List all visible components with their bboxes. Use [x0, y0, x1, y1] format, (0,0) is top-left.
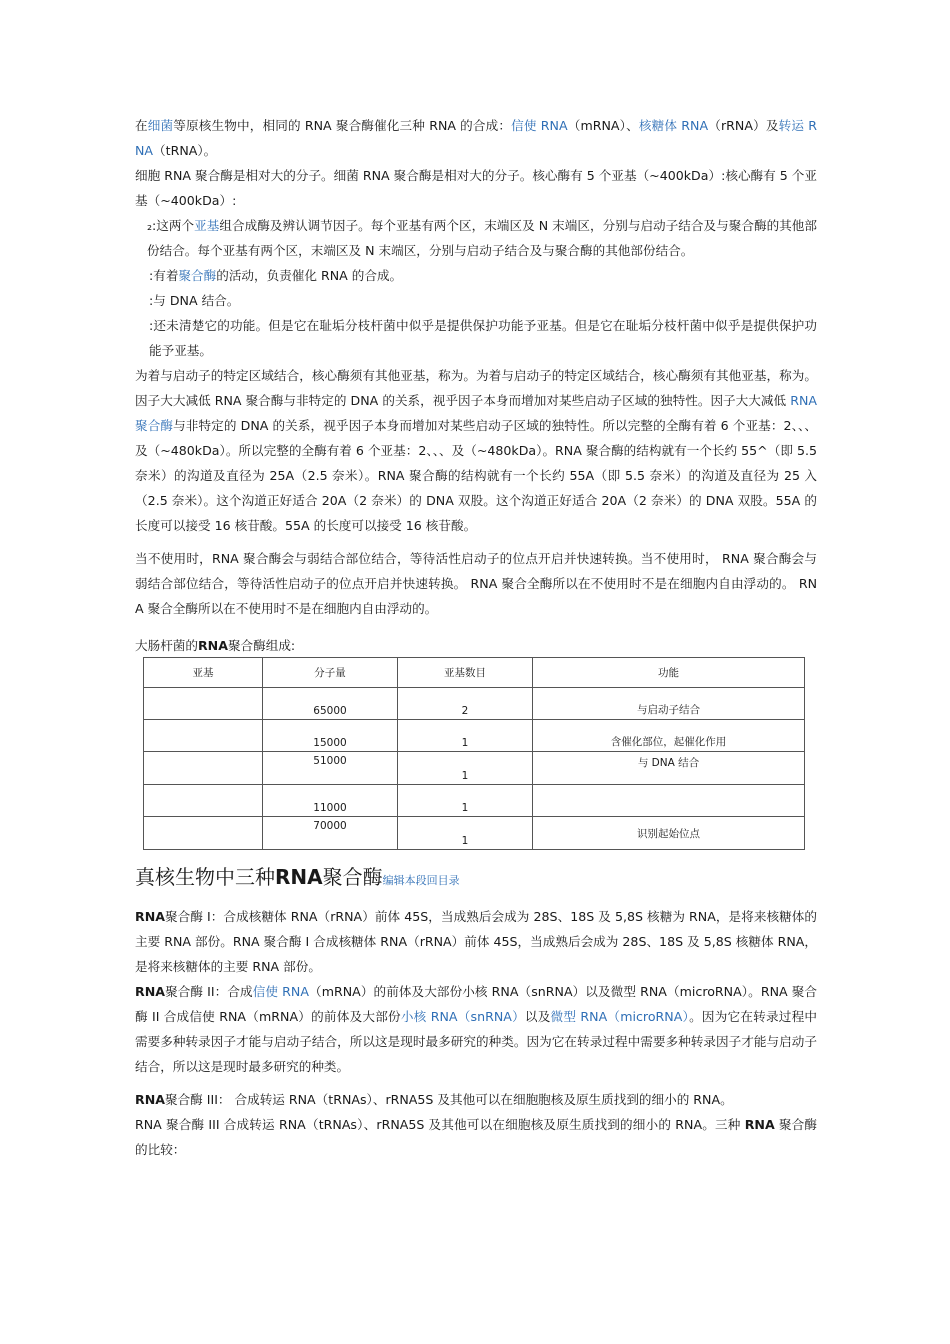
- link-polymerase[interactable]: 聚合酶: [178, 268, 217, 283]
- text: 聚合酶 III： 合成转运 RNA（tRNAs）、rRNA5S 及其他可以在细胞胞核及原生质找到的细小的 RNA。: [164, 1092, 733, 1107]
- text: 聚合酶 I：合成核糖体 RNA（rRNA）前体 45S，当成熟后会成为 28S、18S 及 5,8S 核糖为 RNA，是将来核糖体的主要 RNA 部份。RNA 聚合酶 I 合成核糖体 RNA（rRNA）前体 45S，当成熟后会成为 28S、18S 及 5,8S 核糖体 RNA，是将来核糖体的主要 RNA 部份。: [135, 909, 817, 974]
- text: RNA: [135, 984, 165, 999]
- text: 聚合酶: [322, 865, 383, 889]
- table-cell: 1: [398, 752, 533, 785]
- link-subunit[interactable]: 亚基: [194, 218, 220, 233]
- text: （mRNA）、: [567, 118, 639, 133]
- paragraph-prokaryote: [135, 113, 817, 163]
- text: 为着与启动子的特定区域结合，核心酶须有其他亚基，称为。为着与启动子的特定区域结合，核心酶须有其他亚基，称为。因子大大减低 RNA 聚合酶与非特定的 DNA 的关系，视乎因子本身而增加对某些启动子区域的独特性。因子大大减低: [135, 368, 817, 408]
- table-cell: [144, 688, 263, 720]
- paragraph-pol3: [135, 1087, 817, 1112]
- table-cell: 15000: [263, 720, 398, 752]
- table-cell: [144, 720, 263, 752]
- table-cell: 与 DNA 结合: [533, 752, 805, 785]
- paragraph-pol2: [135, 979, 817, 1079]
- table-row: [144, 785, 805, 817]
- text: （mRNA）的前体及大部份小核 RNA（snRNA）以及微型 RNA（microRNA）。RNA 聚合酶 II 合成信使 RNA（mRNA）的前体及大部份: [135, 984, 817, 1024]
- table-cell: 51000: [263, 752, 398, 785]
- table-cell: [144, 785, 263, 817]
- table-header: 亚基: [144, 658, 263, 688]
- table-cell: 1: [398, 817, 533, 850]
- table-row: [144, 720, 805, 752]
- table-cell: 含催化部位，起催化作用: [533, 720, 805, 752]
- table-cell: [144, 817, 263, 850]
- link-mrna[interactable]: 信使 RNA: [252, 984, 309, 999]
- paragraph-pol3-repeat: [135, 1112, 817, 1162]
- text: 在: [135, 118, 148, 133]
- paragraph-idle: 当不使用时，RNA 聚合酶会与弱结合部位结合，等待活性启动子的位点开启并快速转换。当不使用时， RNA 聚合酶会与弱结合部位结合，等待活性启动子的位点开启并快速转换。 RNA 聚合全酶所以在不使用时不是在细胞内自由浮动的。 RNA 聚合全酶所以在不使用时不是在细胞内自由浮动的。: [135, 551, 817, 616]
- text: 以及: [524, 1009, 551, 1024]
- link-snrna[interactable]: 小核 RNA（snRNA）: [400, 1009, 525, 1024]
- table-header: 亚基数目: [398, 658, 533, 688]
- table-cell: 1: [398, 720, 533, 752]
- text: 真核生物中三种: [135, 865, 275, 889]
- link-rna-polymerase[interactable]: RNA 聚合酶: [135, 393, 817, 433]
- table-cell: 识别起始位点: [533, 817, 805, 850]
- table-cell: 70000: [263, 817, 398, 850]
- link-microrna[interactable]: 微型 RNA（microRNA）: [550, 1009, 690, 1024]
- text: 等原核生物中，相同的 RNA 聚合酶催化三种 RNA 的合成：: [173, 118, 512, 133]
- table-cell: 与启动子结合: [533, 688, 805, 720]
- link-rrna[interactable]: 核糖体 RNA: [638, 118, 709, 133]
- paragraph-beta-prime: :与 DNA 结合。: [149, 293, 240, 308]
- text: RNA: [135, 909, 165, 924]
- table-cell: 2: [398, 688, 533, 720]
- table-row: [144, 817, 805, 850]
- text: （tRNA）。: [153, 143, 217, 158]
- document-page: [135, 113, 817, 1162]
- text: ₂:这两个: [147, 218, 195, 233]
- paragraph-omega: :还未清楚它的功能。但是它在耻垢分枝杆菌中似乎是提供保护功能予亚基。但是它在耻垢分枝杆菌中似乎是提供保护功能予亚基。: [149, 318, 817, 358]
- text: 聚合酶组成:: [227, 638, 296, 653]
- table-cell: 1: [398, 785, 533, 817]
- text: 组合成酶及辨认调节因子。每个亚基有两个区，末端区及 N 末端区，分别与启动子结合及与聚合酶的其他部份结合。每个亚基有两个区，末端区及 N 末端区，分别与启动子结合及与聚合酶的其他部份结合。: [147, 218, 818, 258]
- link-trna[interactable]: 转运 RNA: [135, 118, 817, 158]
- subunit-table: [143, 657, 805, 850]
- table-cell: 65000: [263, 688, 398, 720]
- section-heading: [135, 862, 817, 896]
- table-header: 分子量: [263, 658, 398, 688]
- table-cell: [533, 785, 805, 817]
- link-mrna[interactable]: 信使 RNA: [511, 118, 568, 133]
- text: RNA: [197, 638, 228, 653]
- text: RNA 聚合酶 III 合成转运 RNA（tRNAs）、rRNA5S 及其他可以在细胞核及原生质找到的细小的 RNA。三种: [135, 1117, 745, 1132]
- paragraph-pol1: [135, 904, 817, 979]
- text: （rRNA）及: [708, 118, 779, 133]
- text: RNA: [275, 865, 323, 889]
- table-row: [144, 688, 805, 720]
- text: 与非特定的 DNA 的关系，视乎因子本身而增加对某些启动子区域的独特性。所以完整的全酶有着 6 个亚基：2、、、及（~480kDa）。所以完整的全酶有着 6 个亚基：2、、、及（~480kDa）。RNA 聚合酶的结构就有一个长约 55^（即 5.5 奈米）的沟道及直径为 25A（2.5 奈米）。RNA 聚合酶的结构就有一个长约 55A（即 5.5 奈米）的沟道及直径为 25 入（2.5 奈米）。这个沟道正好适合 20A（2 奈米）的 DNA 双股。这个沟道正好适合 20A（2 奈米）的 DNA 双股。55A 的长度可以接受 16 核苷酸。55A 的长度可以接受 16 核苷酸。: [135, 418, 818, 533]
- text: :有着: [149, 268, 179, 283]
- link-bacteria[interactable]: 细菌: [147, 118, 174, 133]
- paragraph-core-enzyme: 细胞 RNA 聚合酶是相对大的分子。细菌 RNA 聚合酶是相对大的分子。核心酶有 5 个亚基（~400kDa）:核心酶有 5 个亚基（~400kDa）:: [135, 168, 817, 208]
- table-cell: 11000: [263, 785, 398, 817]
- text: 大肠杆菌的: [135, 638, 198, 653]
- edit-section-link[interactable]: 编辑本段回目录: [382, 874, 460, 887]
- table-header: 功能: [533, 658, 805, 688]
- table-header-row: [144, 658, 805, 688]
- table-caption: [135, 635, 817, 657]
- paragraph-beta: [135, 263, 817, 288]
- paragraph-sigma: [135, 363, 817, 538]
- text: 的活动，负责催化 RNA 的合成。: [216, 268, 403, 283]
- paragraph-alpha: [135, 213, 817, 263]
- text: 。因为它在转录过程中需要多种转录因子才能与启动子结合，所以这是现时最多研究的种类。因为它在转录过程中需要多种转录因子才能与启动子结合，所以这是现时最多研究的种类。: [135, 1009, 818, 1074]
- table-row: [144, 752, 805, 785]
- text: 聚合酶 II：合成: [164, 984, 253, 999]
- text: RNA: [744, 1117, 775, 1132]
- text: RNA: [135, 1092, 165, 1107]
- table-cell: [144, 752, 263, 785]
- text: 聚合酶的比较：: [135, 1117, 817, 1157]
